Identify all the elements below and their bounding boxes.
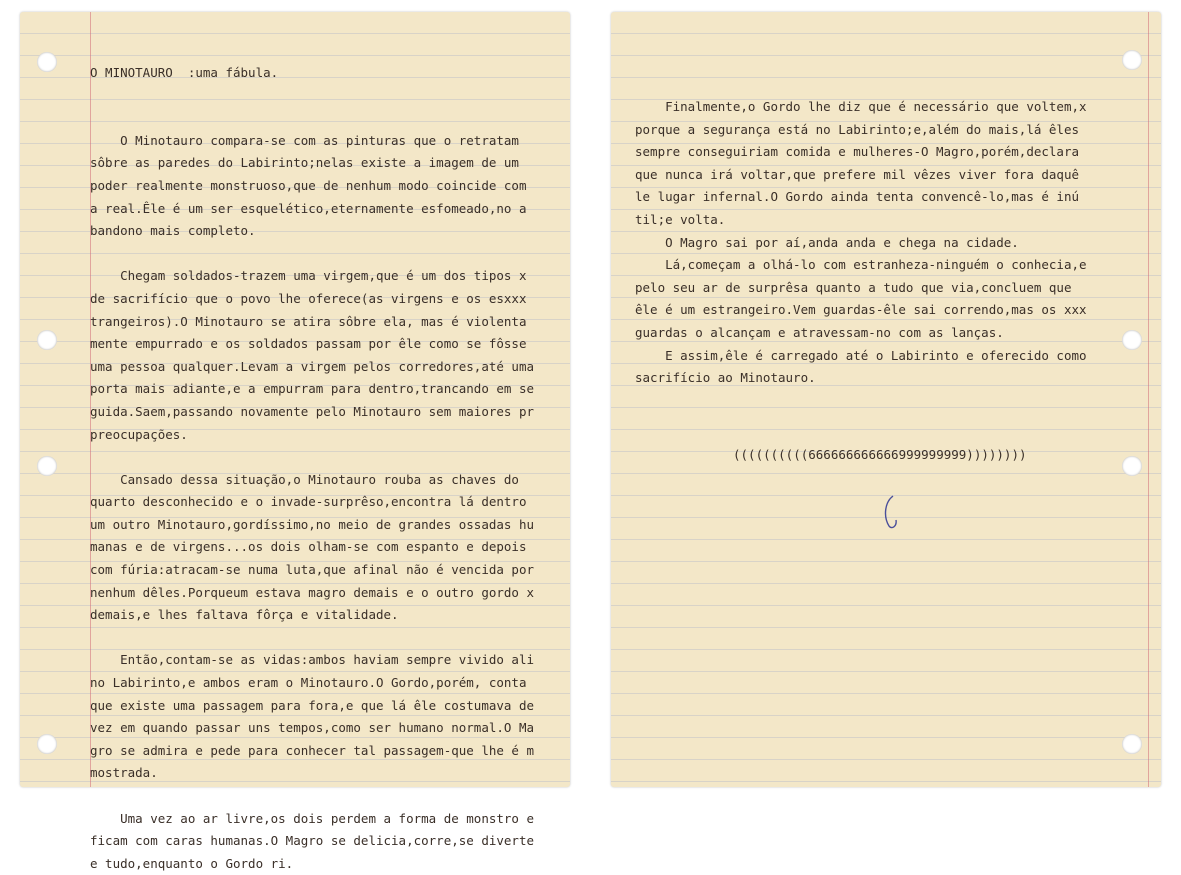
left-text-line: Uma vez ao ar livre,os dois perdem a forma de monstro e <box>90 810 535 826</box>
punch-hole <box>37 330 57 350</box>
left-text-line: O MINOTAURO :uma fábula. <box>90 65 279 80</box>
left-text-line: de sacrifício que o povo lhe oferece(as virgens e os esxxx <box>90 290 527 306</box>
punch-hole <box>37 456 57 476</box>
left-typewritten-page <box>20 12 570 871</box>
right-text-line: guardas o alcançam e atravessam-no com as lanças. <box>635 324 1004 340</box>
left-text-line: preocupações. <box>90 426 188 442</box>
left-text-line: que existe uma passagem para fora,e que lá êle costumava de <box>90 697 535 713</box>
left-text-line: guida.Saem,passando novamente pelo Minotauro sem maiores pr <box>90 403 535 419</box>
left-page-text <box>90 62 534 875</box>
left-text-line <box>90 446 534 469</box>
left-text-line: manas e de virgens...os dois olham-se com espanto e depois <box>90 539 527 555</box>
right-text-line: Lá,começam a olhá-lo com estranheza-ninguém o conhecia,e <box>635 257 1087 273</box>
typed-smiley-line: ((((((((((666666666666999999999)))))))) <box>733 447 1027 462</box>
left-text-line: porta mais adiante,e a empurram para dentro,trancando em se <box>90 381 535 397</box>
left-text-line: Então,contam-se as vidas:ambos haviam sempre vivido ali <box>90 652 535 668</box>
right-typewritten-page <box>611 12 1161 787</box>
left-text-line: Chegam soldados-trazem uma virgem,que é um dos tipos x <box>90 268 527 284</box>
punch-hole <box>1122 456 1142 476</box>
right-margin-line <box>1148 12 1149 787</box>
left-text-line <box>90 785 534 808</box>
left-text-line: quarto desconhecido e o invade-surprêso,encontra lá dentro <box>90 494 527 510</box>
punch-hole <box>1122 330 1142 350</box>
punch-hole <box>37 52 57 72</box>
left-text-line: Cansado dessa situação,o Minotauro rouba as chaves do <box>90 471 519 487</box>
left-text-line: sôbre as paredes do Labirinto;nelas existe a imagem de um <box>90 155 519 171</box>
left-text-line: O Minotauro compara-se com as pinturas que o retratam <box>90 132 519 148</box>
left-text-line <box>90 243 534 266</box>
left-text-line: gro se admira e pede para conhecer tal passagem-que lhe é m <box>90 742 535 758</box>
right-text-line: êle é um estrangeiro.Vem guardas-êle sai correndo,mas os xxx <box>635 302 1087 318</box>
left-text-line: poder realmente monstruoso,que de nenhum modo coincide com <box>90 177 527 193</box>
left-text-line: um outro Minotauro,gordíssimo,no meio de grandes ossadas hu <box>90 516 535 532</box>
left-text-line: vez em quando passar uns tempos,como ser humano normal.O Ma <box>90 720 535 736</box>
right-text-line: que nunca irá voltar,que prefere mil vêzes viver fora daquê <box>635 166 1080 182</box>
right-text-line: le lugar infernal.O Gordo ainda tenta convencê-lo,mas é inú <box>635 189 1080 205</box>
left-text-line: mostrada. <box>90 765 158 781</box>
right-text-line: Finalmente,o Gordo lhe diz que é necessário que voltem,x <box>635 99 1087 114</box>
left-text-line: demais,e lhes faltava fôrça e vitalidade. <box>90 607 399 623</box>
punch-hole <box>1122 50 1142 70</box>
right-text-line: sempre conseguiriam comida e mulheres-O Magro,porém,declara <box>635 144 1080 160</box>
right-text-line: O Magro sai por aí,anda anda e chega na cidade. <box>635 234 1019 250</box>
left-text-line: mente empurrado e os soldados passam por êle como se fôsse <box>90 336 527 352</box>
left-text-line: e tudo,enquanto o Gordo ri. <box>90 855 294 871</box>
left-text-line: bandono mais completo. <box>90 223 256 239</box>
left-text-line: a real.Êle é um ser esquelético,eternamente esfomeado,no a <box>90 200 527 216</box>
left-text-line <box>90 85 534 108</box>
right-text-line: til;e volta. <box>635 211 726 227</box>
right-text-line: sacrifício ao Minotauro. <box>635 370 816 386</box>
left-text-line: com fúria:atracam-se numa luta,que afinal não é vencida por <box>90 562 535 578</box>
right-page-text <box>635 96 1087 390</box>
right-text-line: pelo seu ar de surprêsa quanto a tudo que via,concluem que <box>635 279 1072 295</box>
left-text-line: no Labirinto,e ambos eram o Minotauro.O Gordo,porém, conta <box>90 675 527 691</box>
punch-hole <box>1122 734 1142 754</box>
left-text-line: trangeiros).O Minotauro se atira sôbre ela, mas é violenta <box>90 313 527 329</box>
left-text-line: nenhum dêles.Porqueum estava magro demais e o outro gordo x <box>90 584 535 600</box>
left-text-line <box>90 627 534 650</box>
left-text-line: ficam com caras humanas.O Magro se delicia,corre,se diverte <box>90 833 535 849</box>
left-text-line: uma pessoa qualquer.Levam a virgem pelos corredores,até uma <box>90 358 535 374</box>
right-text-line: E assim,êle é carregado até o Labirinto e oferecido como <box>635 347 1087 363</box>
left-text-line <box>90 107 534 130</box>
punch-hole <box>37 734 57 754</box>
handwritten-ink-mark <box>879 492 901 532</box>
right-text-line: porque a segurança está no Labirinto;e,além do mais,lá êles <box>635 121 1080 137</box>
